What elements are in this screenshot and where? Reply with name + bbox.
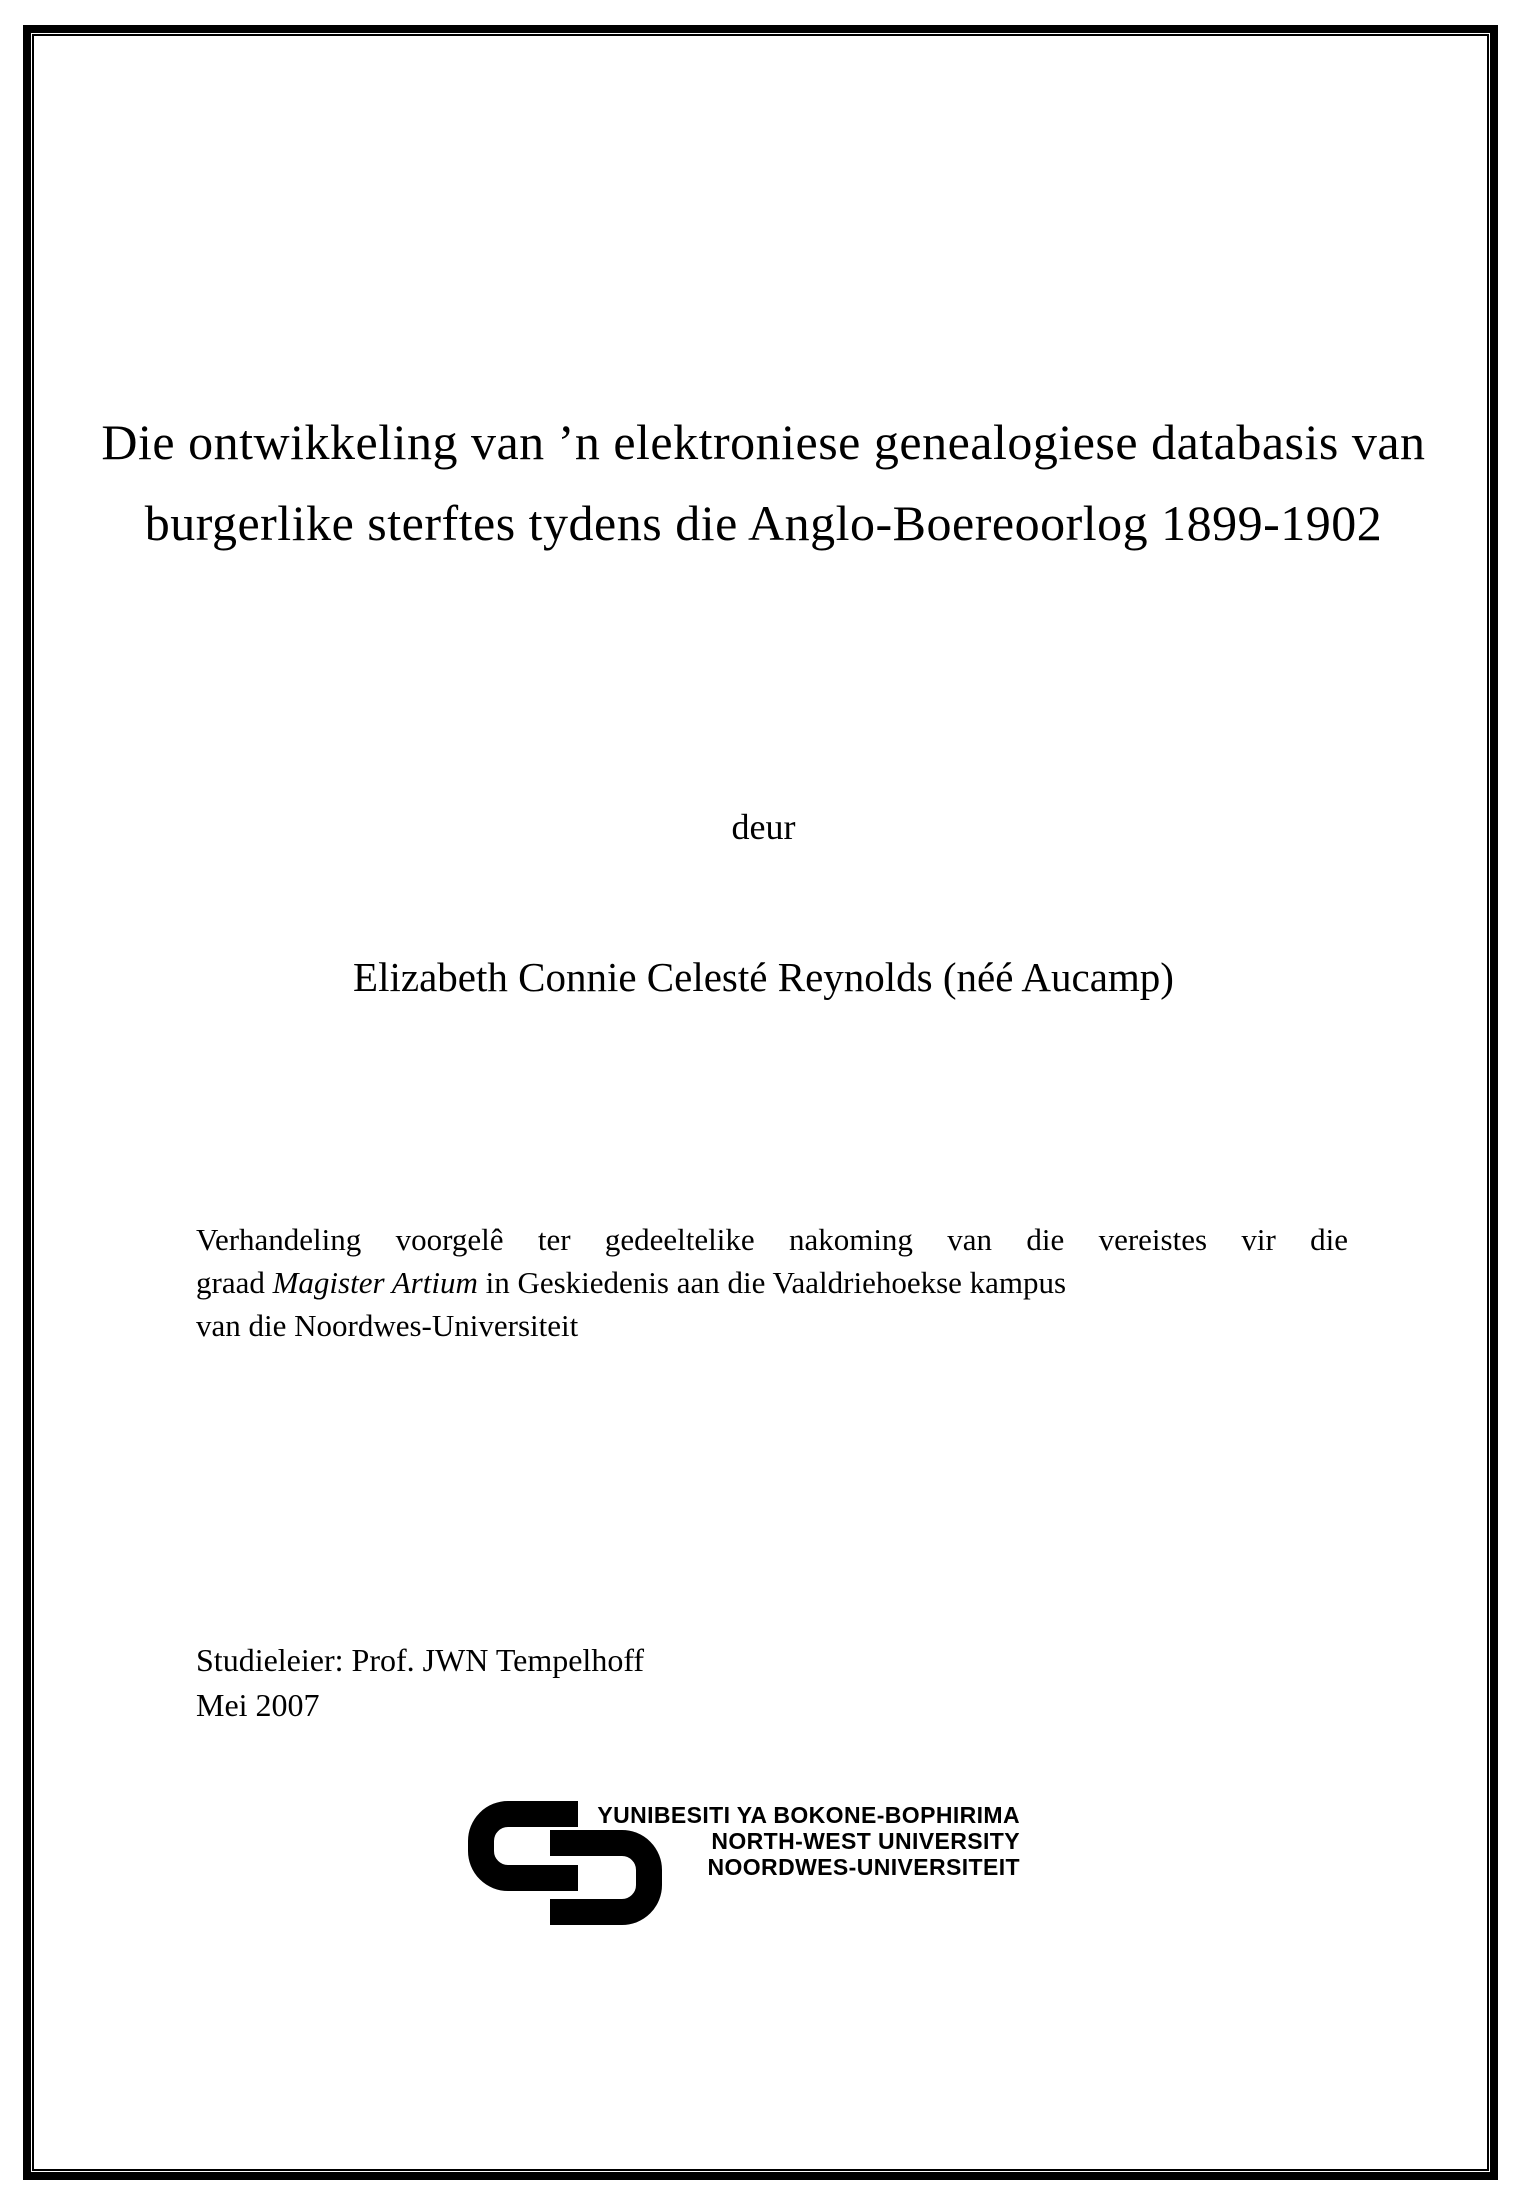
author-name: Elizabeth Connie Celesté Reynolds (néé Aucamp) bbox=[353, 954, 1174, 1000]
date-line: Mei 2007 bbox=[196, 1687, 320, 1723]
university-logo-text bbox=[580, 1802, 1020, 1880]
logo-text-afrikaans: NOORDWES-UNIVERSITEIT bbox=[707, 1854, 1020, 1880]
declaration-line-2-pre: graad bbox=[196, 1265, 273, 1300]
declaration-line-2-post: in Geskiedenis aan die Vaaldriehoekse kampus bbox=[477, 1265, 1067, 1300]
declaration-line-1: Verhandeling voorgelê ter gedeeltelike nakoming van die vereistes vir die bbox=[196, 1222, 1348, 1257]
thesis-title-line-1: Die ontwikkeling van ’n elektroniese genealogiese databasis van bbox=[101, 414, 1426, 470]
thesis-title bbox=[80, 402, 1447, 564]
supervisor-line: Studieleier: Prof. JWN Tempelhoff bbox=[196, 1642, 645, 1678]
degree-declaration bbox=[196, 1218, 1348, 1347]
declaration-line-2 bbox=[196, 1261, 1348, 1304]
degree-name-italic: Magister Artium bbox=[272, 1265, 478, 1300]
university-logo bbox=[460, 1793, 1060, 1943]
supervisor-block bbox=[196, 1638, 644, 1728]
logo-text-setswana: YUNIBESITI YA BOKONE-BOPHIRIMA bbox=[597, 1802, 1020, 1828]
logo-text-english: NORTH-WEST UNIVERSITY bbox=[711, 1828, 1020, 1854]
thesis-title-line-2: burgerlike sterftes tydens die Anglo-Boereoorlog 1899-1902 bbox=[144, 495, 1383, 551]
declaration-line-3: van die Noordwes-Universiteit bbox=[196, 1308, 579, 1343]
byline-label: deur bbox=[731, 807, 796, 847]
